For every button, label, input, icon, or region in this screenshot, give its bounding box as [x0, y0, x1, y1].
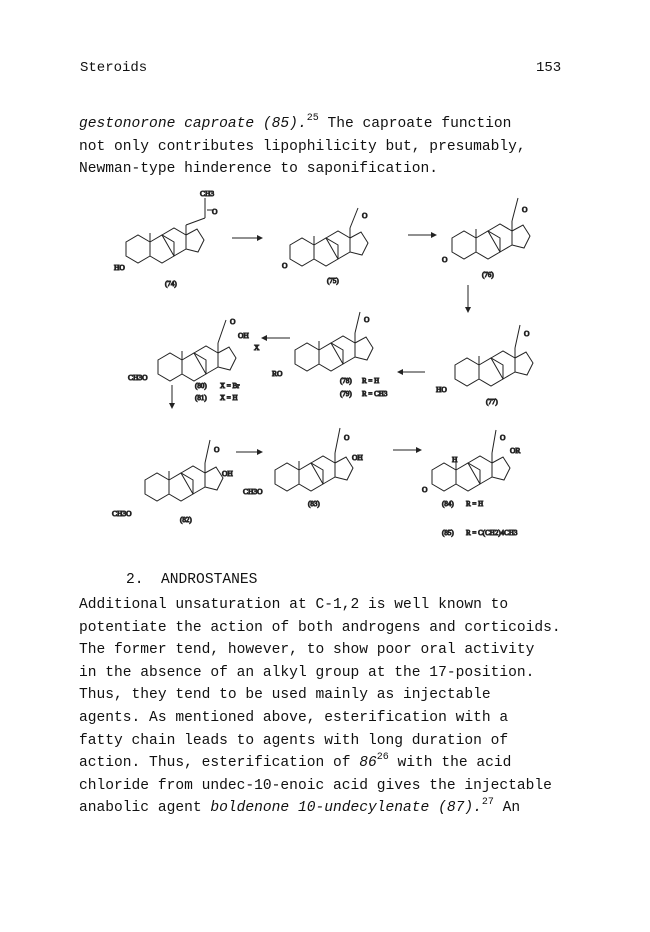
- compound-74: [114, 189, 218, 288]
- oxo-label: O: [230, 317, 236, 326]
- reference-superscript: 26: [376, 752, 389, 764]
- methoxy-label: CH3O: [128, 373, 148, 382]
- para1-line-2: not only contributes lipophilicity but, presumably,: [79, 138, 526, 155]
- section-number: 2.: [126, 572, 144, 588]
- para2-line: The former tend, however, to show poor oral activity: [79, 642, 535, 659]
- ch3-label: CH3: [200, 189, 215, 198]
- compound-77-label: (77): [486, 398, 498, 406]
- compound-81-label: (81): [195, 394, 207, 402]
- compound-78-79: [272, 312, 388, 398]
- para2-line: chloride from undec-10-enoic acid gives the injectable: [79, 777, 552, 794]
- para2-line: Thus, they tend to be used mainly as injectable: [79, 687, 491, 704]
- hydroxy-label: OH: [222, 469, 233, 478]
- para2-line-8a: action. Thus, esterification of: [79, 755, 360, 772]
- drug-name: gestonorone caproate (85).: [79, 116, 307, 132]
- compound-80-label: (80): [195, 382, 207, 390]
- or-label: OR: [510, 446, 521, 455]
- compound-76-label: (76): [482, 271, 494, 279]
- compound-79-label: (79): [340, 390, 352, 398]
- para2-line: Additional unsaturation at C-1,2 is well known to: [79, 597, 509, 613]
- hydroxy-label: HO: [114, 263, 125, 272]
- para2-line-10a: anabolic agent: [79, 800, 211, 817]
- para1-line-1: [79, 113, 599, 136]
- oxo-label: O: [362, 211, 368, 220]
- drug-name: boldenone 10-undecylenate (87).: [210, 800, 482, 817]
- page-number: 153: [536, 60, 562, 76]
- compound-78-label: (78): [340, 377, 352, 385]
- compound-81-note: X = H: [220, 394, 238, 402]
- compound-75: [282, 208, 368, 285]
- compound-80-81: [128, 317, 260, 402]
- dienone-oxo-label: O: [442, 255, 448, 264]
- h-label: H: [452, 455, 458, 464]
- compound-74-label: (74): [165, 280, 177, 288]
- oxo-label: O: [212, 207, 218, 216]
- methoxy-label: CH3O: [112, 509, 132, 518]
- hydroxy-label: OH: [352, 453, 363, 462]
- oxo-label: O: [522, 205, 528, 214]
- para2-line-10: [79, 797, 599, 820]
- section-heading: [126, 572, 257, 588]
- intro-paragraph: [79, 113, 599, 181]
- para2-line-8b: with the acid: [388, 755, 512, 772]
- compound-77: [436, 325, 533, 406]
- compound-78-note: R = H: [362, 377, 380, 385]
- compound-79-note: R = CH3: [362, 390, 388, 398]
- compound-84-label: (84): [442, 500, 454, 508]
- para2-line-8: [79, 752, 599, 775]
- compound-80-note: X = Br: [220, 382, 240, 390]
- para2-line: potentiate the action of both androgens and corticoids.: [79, 619, 561, 636]
- oxo-label: O: [500, 433, 506, 442]
- compound-82-label: (82): [180, 516, 192, 524]
- compound-84-note: R = H: [466, 500, 484, 508]
- compound-75-label: (75): [327, 277, 339, 285]
- hydroxy-label: OH: [238, 331, 249, 340]
- compound-85-note: R = C(CH2)4CH3: [466, 529, 518, 537]
- compound-82: [112, 440, 233, 524]
- methoxy-label: CH3O: [243, 487, 263, 496]
- para1-line-1-rest: The caproate function: [318, 116, 512, 132]
- compound-76: [442, 198, 530, 279]
- compound-83-label: (83): [308, 500, 320, 508]
- para2-line-10b: An: [493, 800, 521, 817]
- x-substituent-label: X: [254, 343, 260, 352]
- androstanes-paragraph: [79, 594, 599, 820]
- enone-oxo-label: O: [422, 485, 428, 494]
- running-header-title: Steroids: [80, 60, 148, 76]
- para2-line: in the absence of an alkyl group at the 17-position.: [79, 664, 535, 681]
- compound-ref: 86: [359, 755, 377, 772]
- compound-85-label: (85): [442, 529, 454, 537]
- enone-oxo-label: O: [282, 261, 288, 270]
- para1-line-3: Newman-type hinderence to saponification.: [79, 161, 439, 178]
- hydroxy-label: HO: [436, 385, 447, 394]
- section-title: ANDROSTANES: [161, 572, 258, 588]
- ro-label: RO: [272, 369, 283, 378]
- oxo-label: O: [524, 329, 530, 338]
- compound-83: [243, 428, 363, 508]
- dioxolane-o-label: O: [344, 433, 350, 442]
- compound-84-85: [422, 430, 520, 537]
- reference-superscript: 25: [306, 113, 319, 124]
- dioxolane-o-label: O: [214, 445, 220, 454]
- para2-line: agents. As mentioned above, esterification with a: [79, 709, 509, 726]
- oxo-label: O: [364, 315, 370, 324]
- reference-superscript: 27: [481, 797, 494, 809]
- para2-line: fatty chain leads to agents with long duration of: [79, 732, 509, 749]
